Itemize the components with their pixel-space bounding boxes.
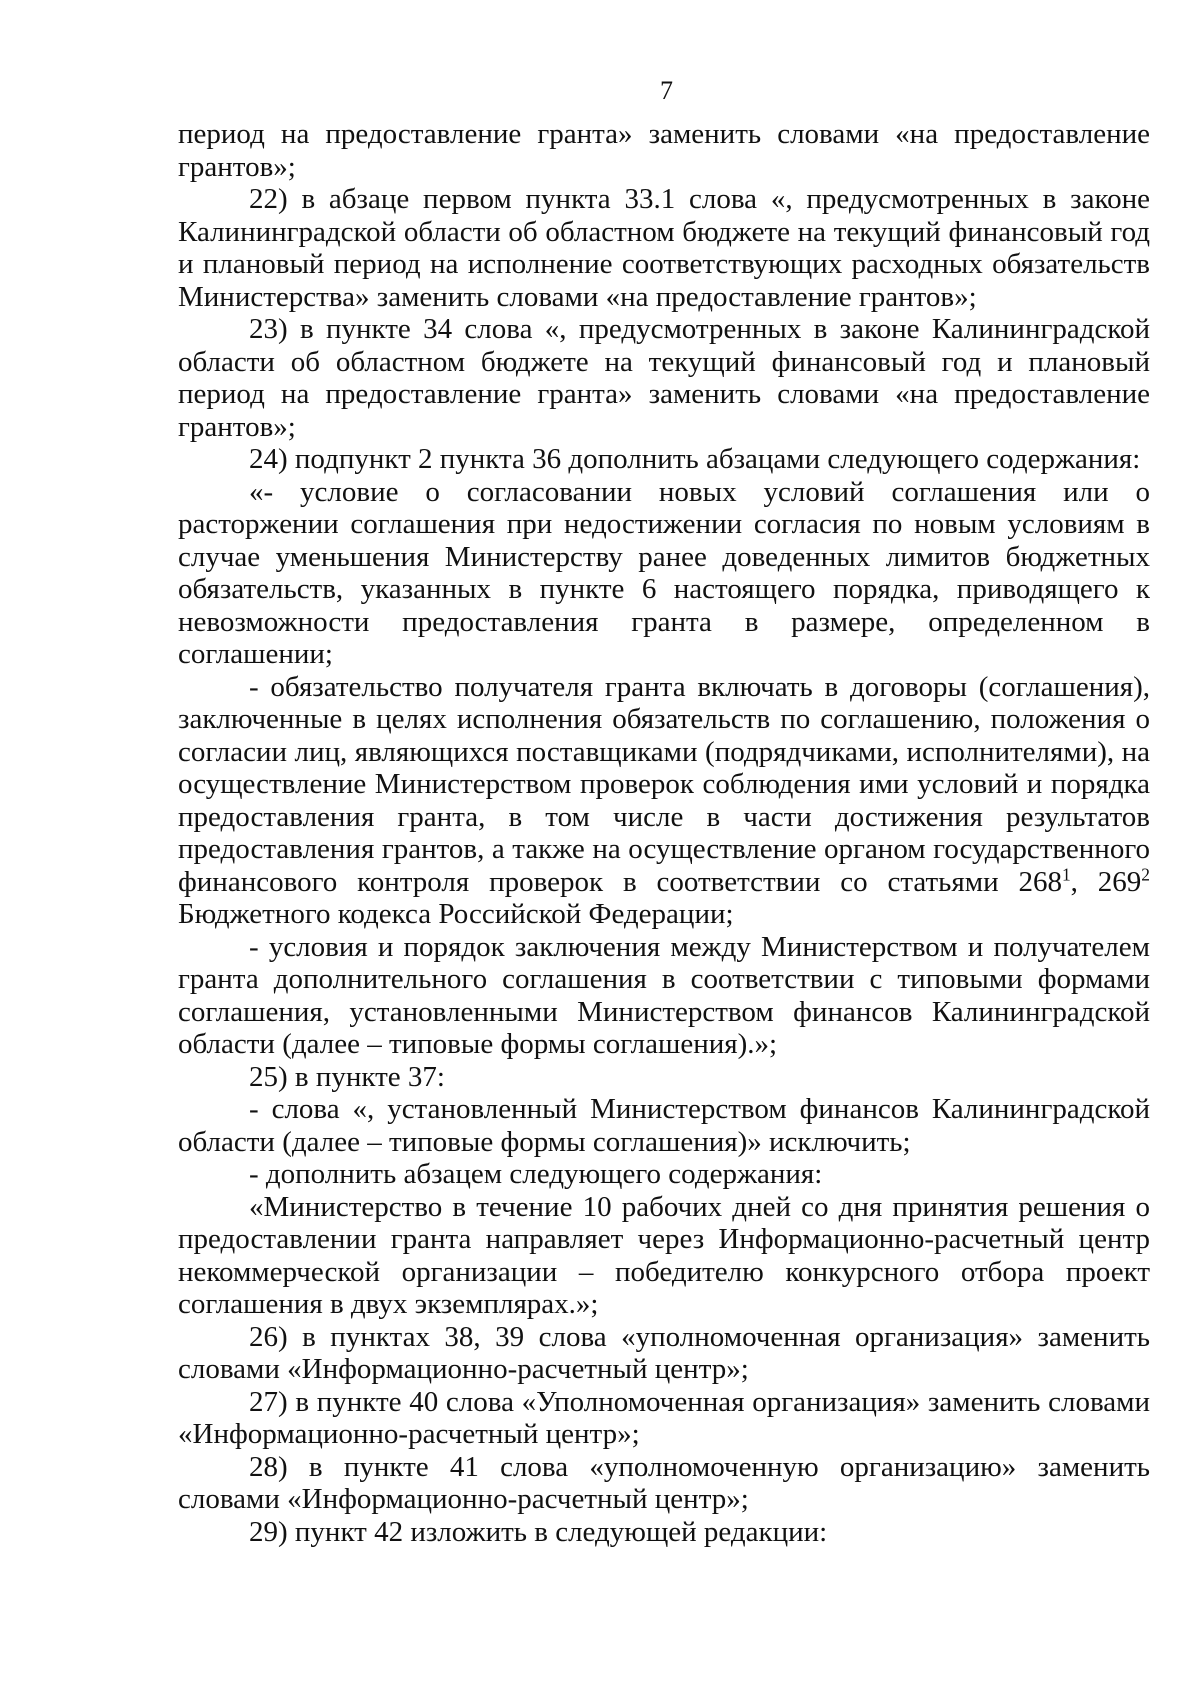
paragraph-item-25: 25) в пункте 37: <box>249 1060 445 1093</box>
paragraph-item-28: 28) в пункте 41 слова «уполномоченную организацию» заменить словами «Информационно-расчетный центр»; <box>178 1450 1150 1515</box>
paragraph-condition-agreement: «- условие о согласовании новых условий соглашения или о расторжении соглашения при недостижении согласия по новым условиям в случае уменьшения Министерству ранее доведенных лимитов бюджетных обязательств, указанных в пункте 6 настоящего порядка, приводящего к невозможности предоставления гранта в размере, определенном в соглашении; <box>178 475 1150 670</box>
paragraph-conditions-order: - условия и порядок заключения между Министерством и получателем гранта дополнительного соглашения в соответствии с типовыми формами соглашения, установленными Министерством финансов Калининградской области (далее – типовые формы соглашения).»; <box>178 930 1150 1060</box>
paragraph-obligation-mid: , 269 <box>1070 865 1142 898</box>
paragraph-item-22: 22) в абзаце первом пункта 33.1 слова «, предусмотренных в законе Калининградской области об областном бюджете на текущий финансовый год и плановый период на исполнение соответствующих расходных обязательств Министерства» заменить словами «на предоставление грантов»; <box>178 183 1150 313</box>
paragraph-item-27: 27) в пункте 40 слова «Уполномоченная организация» заменить словами «Информационно-расчетный центр»; <box>178 1385 1150 1450</box>
paragraph-obligation-recipient <box>178 671 1150 931</box>
paragraph-item-29: 29) пункт 42 изложить в следующей редакции: <box>249 1515 828 1548</box>
paragraph-add-abzac: - дополнить абзацем следующего содержания: <box>249 1158 823 1190</box>
paragraph-item-23: 23) в пункте 34 слова «, предусмотренных в законе Калининградской области об областном бюджете на текущий финансовый год и плановый период на предоставление гранта» заменить словами «на предоставление грантов»; <box>178 313 1150 443</box>
paragraph-ministry-10-days: «Министерство в течение 10 рабочих дней со дня принятия решения о предоставлении гранта направляет через Информационно-расчетный центр некоммерческой организации – победителю конкурсного отбора проект соглашения в двух экземплярах.»; <box>178 1190 1150 1320</box>
page-number: 7 <box>660 76 673 105</box>
paragraph-continuation: период на предоставление гранта» заменить словами «на предоставление грантов»; <box>178 118 1150 183</box>
paragraph-words-exclude: - слова «, установленный Министерством финансов Калининградской области (далее – типовые формы соглашения)» исключить; <box>178 1093 1150 1158</box>
paragraph-item-26: 26) в пунктах 38, 39 слова «уполномоченная организация» заменить словами «Информационно-расчетный центр»; <box>178 1320 1150 1385</box>
paragraph-obligation-text: - обязательство получателя гранта включать в договоры (соглашения), заключенные в целях исполнения обязательств по соглашению, положения о согласии лиц, являющихся поставщиками (подрядчиками, исполнителями), на осуществление Министерством проверок соблюдения ими условий и порядка предоставления гранта, в том числе в части достижения результатов предоставления грантов, а также на осуществление органом государственного финансового контроля проверок в соответствии со статьями 268 <box>178 670 1150 898</box>
paragraph-item-24: 24) подпункт 2 пункта 36 дополнить абзацами следующего содержания: <box>249 443 1141 475</box>
document-body <box>178 118 1150 1548</box>
superscript-article-269: 2 <box>1141 864 1150 885</box>
paragraph-obligation-tail: Бюджетного кодекса Российской Федерации; <box>178 898 734 930</box>
superscript-article-268: 1 <box>1061 864 1071 885</box>
